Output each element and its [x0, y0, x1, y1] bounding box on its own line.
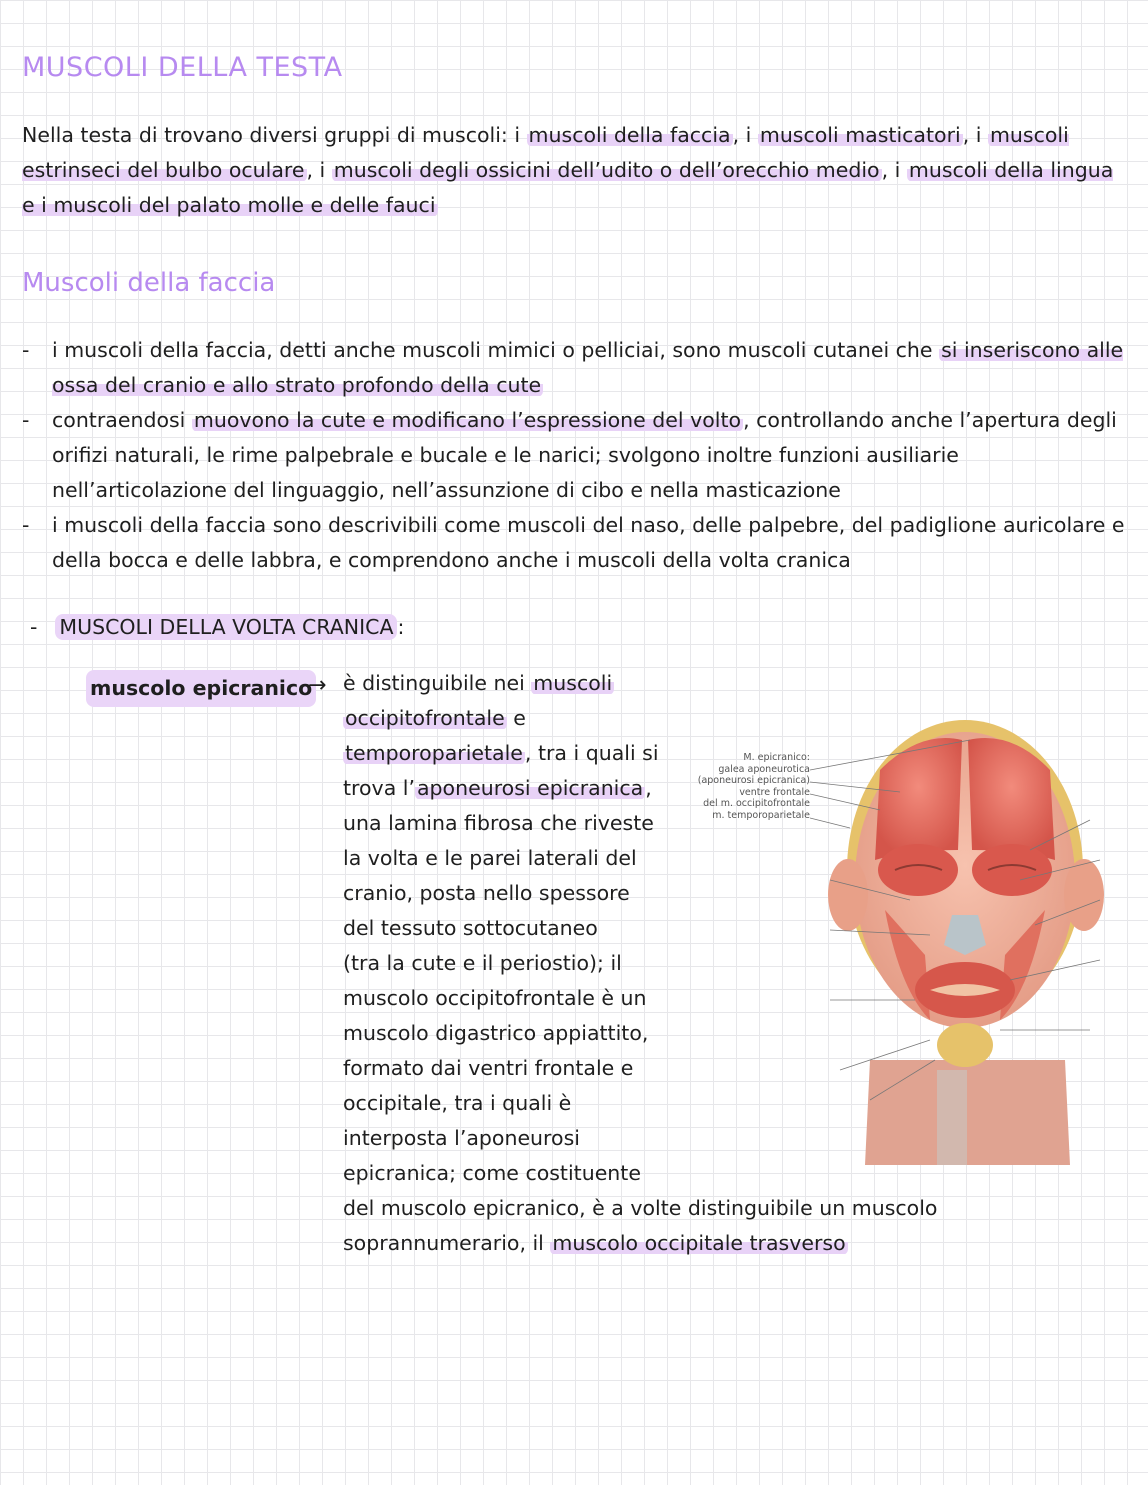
bullet-list: [22, 333, 1132, 578]
bullet-highlight: muovono la cute e modificano l’espressione del volto: [193, 408, 742, 432]
head-muscles-illustration: [690, 700, 1130, 1170]
desc-line: interposta l’aponeurosi: [343, 1126, 580, 1150]
desc-line: epicranica; come costituente: [343, 1161, 641, 1185]
bullet-text: i muscoli della faccia sono descrivibili come muscoli del naso, delle palpebre, del padiglione auricolare e della bocca e delle labbra, e comprendono anche i muscoli della volta cranica: [52, 513, 1125, 572]
intro-paragraph: [22, 118, 1122, 223]
arrow-icon: →: [308, 673, 327, 698]
figure-label: ventre frontale: [739, 786, 810, 798]
desc-text: ,: [645, 776, 652, 800]
bullet-text: i muscoli della faccia, detti anche muscoli mimici o pelliciai, sono muscoli cutanei che: [52, 338, 940, 362]
ear-right: [1064, 859, 1104, 931]
figure-label: M. epicranico:: [743, 752, 810, 763]
figure-label: (aponeurosi epicranica): [697, 775, 810, 786]
desc-highlight: occipitofrontale: [345, 706, 505, 730]
orbicularis-oculi-right: [972, 844, 1052, 896]
figure-label: galea aponeurotica: [718, 763, 810, 775]
desc-line: muscolo occipitofrontale è un: [343, 986, 647, 1010]
epicranico-tail: [343, 1191, 1103, 1261]
desc-line: cranio, posta nello spessore: [343, 881, 630, 905]
desc-line: una lamina fibrosa che riveste: [343, 811, 654, 835]
desc-line: formato dai ventri frontale e: [343, 1056, 634, 1080]
intro-highlight-2: muscoli masticatori: [759, 123, 961, 147]
desc-line: la volta e le parei laterali del: [343, 846, 637, 870]
desc-highlight: temporoparietale: [345, 741, 523, 765]
desc-text: , tra i quali si: [524, 741, 659, 765]
figure-label: m. temporoparietale: [712, 809, 810, 821]
desc-text: è distinguibile nei: [343, 671, 532, 695]
section-title: Muscoli della faccia: [22, 268, 276, 298]
desc-line: [343, 666, 683, 701]
bullet-item: [22, 403, 1132, 508]
intro-text-5: , i: [881, 158, 907, 182]
tail-highlight: muscolo occipitale trasverso: [552, 1231, 846, 1255]
neck-shape: [865, 1060, 1070, 1165]
leader-line: [810, 818, 850, 828]
bullet-text: contraendosi: [52, 408, 192, 432]
term-epicranico: muscolo epicranico: [86, 670, 316, 707]
bullet-item: [22, 333, 1132, 403]
ear-left: [828, 859, 868, 931]
subheading-label: MUSCOLI DELLA VOLTA CRANICA: [55, 614, 397, 640]
subheading-colon: :: [397, 615, 405, 639]
desc-text: e: [506, 706, 526, 730]
desc-line: [343, 701, 683, 736]
intro-highlight-3: muscoli estrinseci del bulbo oculare: [22, 123, 1069, 182]
intro-highlight-5: muscoli della lingua e i muscoli del palato molle e delle fauci: [22, 158, 1114, 217]
bullet-item: [22, 508, 1132, 578]
tail-text: soprannumerario, il: [343, 1231, 551, 1255]
orbicularis-oculi-left: [878, 844, 958, 896]
subheading-dash: -: [30, 615, 38, 639]
bullet-text: , controllando anche l’apertura degli orifizi naturali, le rime palpebrale e bucale e le narici; svolgono inoltre funzioni ausiliarie nell’articolazione del linguaggio, nell’assunzione di cibo e nella masticazione: [52, 408, 1117, 502]
intro-text-1: Nella testa di trovano diversi gruppi di muscoli: i: [22, 123, 527, 147]
bullet-highlight: si inseriscono alle ossa del cranio e allo strato profondo della cute: [52, 338, 1124, 397]
desc-line: [343, 736, 683, 771]
intro-text-4: , i: [306, 158, 332, 182]
desc-line: [343, 771, 683, 806]
intro-highlight-1: muscoli della faccia: [528, 123, 731, 147]
figure-caption: [690, 752, 810, 821]
desc-line: del tessuto sottocutaneo: [343, 916, 598, 940]
intro-highlight-4: muscoli degli ossicini dell’udito o dell’orecchio medio: [333, 158, 880, 182]
desc-line: (tra la cute e il periostio); il: [343, 951, 622, 975]
desc-text: trova l’: [343, 776, 415, 800]
epicranico-description: [343, 666, 683, 1191]
chin: [937, 1023, 993, 1067]
subheading: [30, 610, 404, 645]
intro-text-2: , i: [732, 123, 758, 147]
desc-highlight: muscoli: [533, 671, 613, 695]
figure-label: del m. occipitofrontale: [703, 798, 810, 809]
desc-line: occipitale, tra i quali è: [343, 1091, 572, 1115]
page-title: MUSCOLI DELLA TESTA: [22, 52, 343, 83]
desc-line: muscolo digastrico appiattito,: [343, 1021, 649, 1045]
intro-text-3: , i: [962, 123, 988, 147]
tail-text: del muscolo epicranico, è a volte distinguibile un muscolo: [343, 1196, 938, 1220]
desc-highlight: aponeurosi epicranica: [416, 776, 644, 800]
